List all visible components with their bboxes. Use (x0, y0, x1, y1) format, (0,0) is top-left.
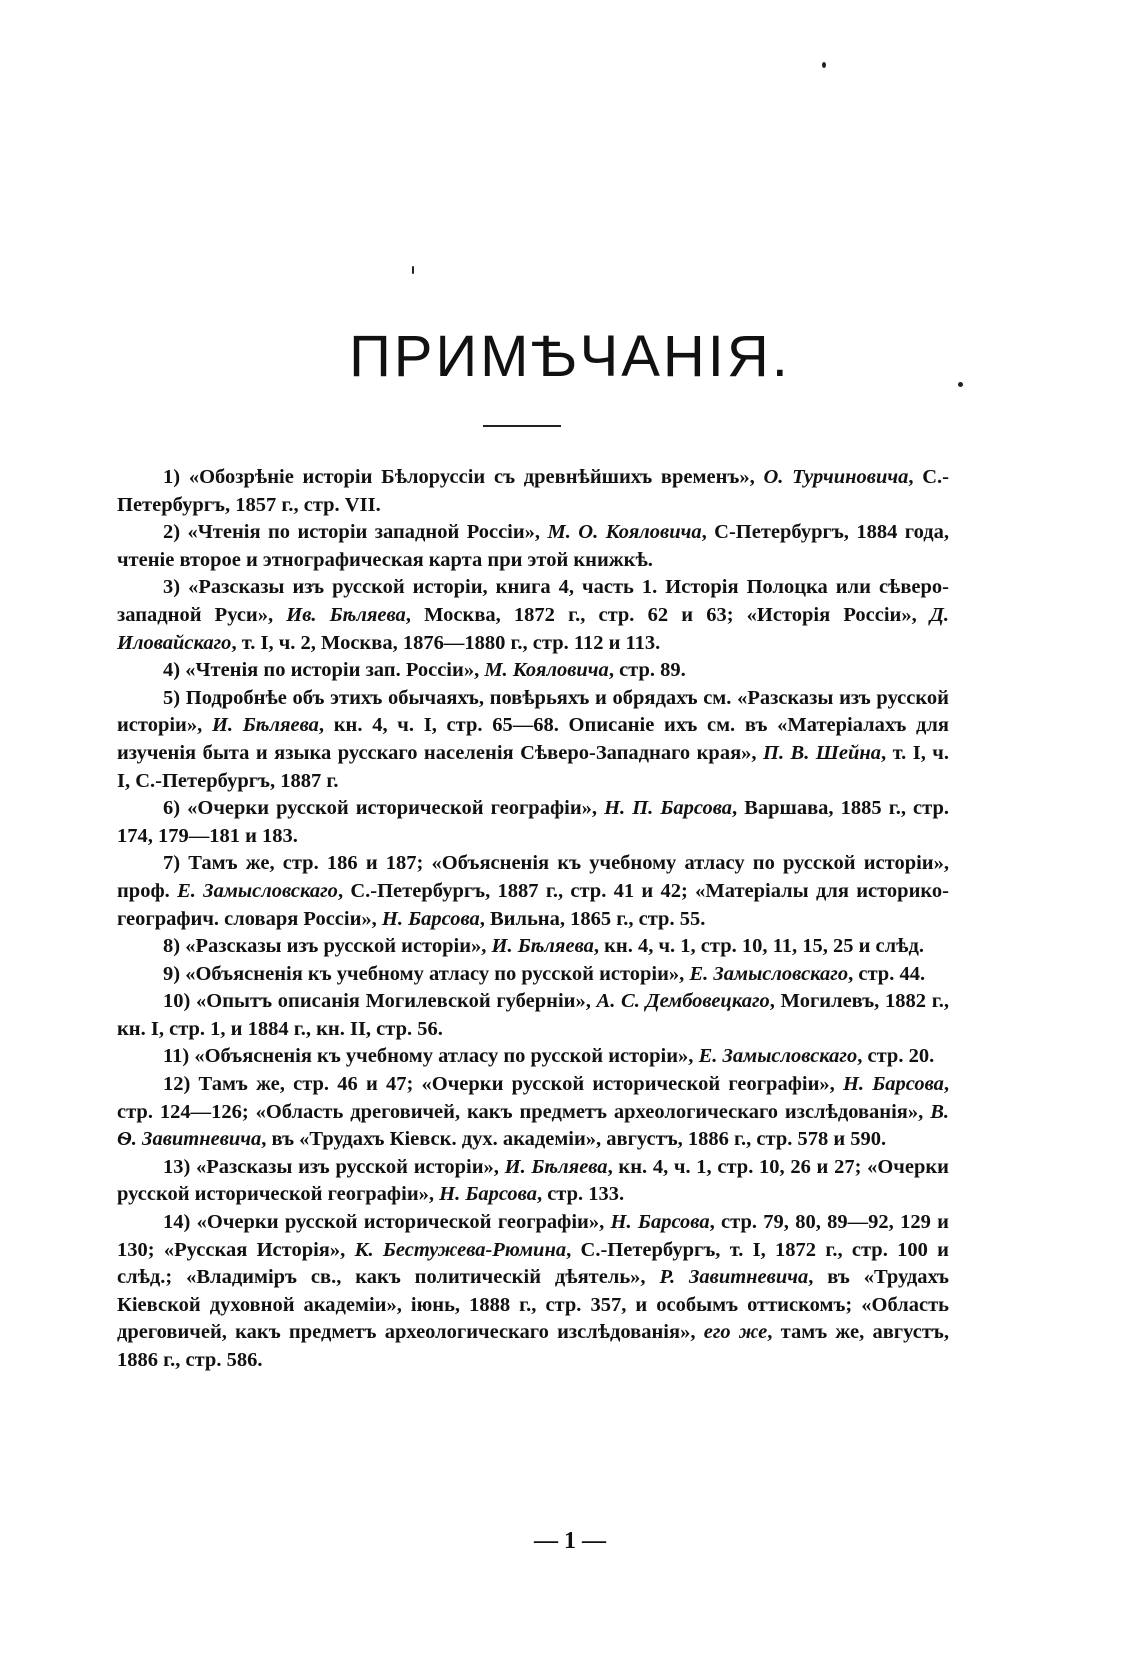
note-text: , С-Петербургъ, 1884 года, чтеніе второе и этнографическая карта при этой книжкѣ. (117, 521, 949, 571)
note-text: , Москва, 1872 г., стр. 62 и 63; «Исторія Россіи», (405, 603, 930, 626)
note-text: «Очерки русской исторической географіи», (180, 797, 605, 820)
note-text: Подробнѣе объ этихъ обычаяхъ, повѣрьяхъ и обрядахъ см. «Разсказы изъ русской исторіи», (117, 686, 949, 737)
note-author: И. Бѣляева (211, 714, 319, 737)
page-number: — 1 — (534, 1528, 606, 1554)
note-author: Н. Барсова (842, 1073, 944, 1096)
note-number: 10) (163, 990, 191, 1013)
note-item (117, 795, 949, 850)
note-author: Н. Барсова (610, 1211, 710, 1234)
note-text: , т. I, ч. I, С.-Петербургъ, 1887 г. (117, 741, 949, 792)
note-text: , въ «Трудахъ Кіевск. дух. академіи», августъ, 1886 г., стр. 578 и 590. (261, 1128, 887, 1151)
note-text: , стр. 133. (536, 1183, 625, 1206)
note-text: , Варшава, 1885 г., стр. 174, 179—181 и 183. (117, 797, 949, 847)
note-author: Н. П. Барсова (604, 797, 733, 820)
note-number: 4) (163, 659, 181, 682)
note-author: Е. Замысловскаго (698, 1045, 858, 1068)
note-number: 3) (163, 576, 181, 599)
note-item (117, 850, 949, 933)
note-author: Р. Завитневича (659, 1266, 809, 1289)
note-text: «Чтенія по исторіи зап. Россіи», (180, 659, 485, 682)
note-item (117, 988, 949, 1043)
note-author: А. С. Дембовецкаго (596, 990, 770, 1013)
note-author: Н. Барсова (439, 1183, 537, 1206)
note-text: «Разсказы изъ русской исторіи», (180, 935, 492, 958)
note-text: «Обозрѣніе исторіи Бѣлоруссіи съ древнѣйшихъ временъ», (180, 466, 764, 488)
note-number: 5) (163, 686, 181, 709)
note-item (117, 464, 949, 519)
note-text: , С.-Петербургъ, 1857 г., стр. VII. (117, 466, 949, 516)
note-author: Е. Замысловскаго (177, 879, 338, 902)
note-item (117, 1071, 949, 1154)
note-text: «Чтенія по исторіи западной Россіи», (180, 521, 548, 544)
note-item (117, 657, 949, 685)
note-text: «Объясненія къ учебному атласу по русской исторіи», (180, 962, 690, 985)
note-text: , т. I, ч. 2, Москва, 1876—1880 г., стр. 112 и 113. (231, 631, 661, 654)
note-text: , Вильна, 1865 г., стр. 55. (479, 907, 706, 930)
note-text: , въ «Трудахъ Кіевской духовной академіи», іюнь, 1888 г., стр. 357, и особымъ оттискомъ; «Область дреговичей, какъ предметъ археологическаго изслѣдованія», (117, 1266, 949, 1344)
note-number: 9) (163, 962, 181, 985)
note-author: Е. Замысловскаго (689, 962, 849, 985)
note-text: , стр. 44. (848, 962, 926, 985)
note-item (117, 685, 949, 795)
note-text: Тамъ же, стр. 46 и 47; «Очерки русской исторической географіи», (190, 1073, 843, 1096)
note-author: М. О. Кояловича (547, 521, 702, 544)
note-author: Д. Иловайскаго (117, 603, 950, 654)
note-number: 2) (163, 521, 181, 544)
page-title: ПРИМѢЧАНІЯ. (349, 324, 791, 389)
note-text: , кн. 4, ч. 1, стр. 10, 26 и 27; «Очерки русской исторической географіи», (117, 1155, 949, 1206)
note-number: 13) (163, 1155, 191, 1178)
note-number: 12) (163, 1073, 191, 1096)
note-number: 11) (163, 1045, 190, 1068)
title-divider (483, 425, 561, 427)
note-author: О. Турчиновича (763, 466, 909, 488)
note-item (117, 1043, 949, 1071)
note-author: его же (703, 1321, 768, 1344)
note-text: , тамъ же, августъ, 1886 г., стр. 586. (117, 1321, 949, 1371)
note-item (117, 1209, 949, 1375)
note-text: , С.-Петербургъ, 1887 г., стр. 41 и 42; «Матеріалы для историко-географич. словаря Россіи», (117, 879, 949, 930)
note-text: , стр. 20. (857, 1045, 935, 1068)
note-text: «Объясненія къ учебному атласу по русской исторіи», (189, 1045, 699, 1068)
note-text: «Разсказы изъ русской исторіи», (190, 1155, 505, 1178)
note-text: «Разсказы изъ русской исторіи, книга 4, часть 1. Исторія Полоцка или сѣверо-западной Руси», (117, 576, 949, 626)
note-item (117, 519, 949, 574)
note-item (117, 961, 949, 989)
note-author: И. Бѣляева (504, 1155, 608, 1178)
note-item (117, 1154, 949, 1209)
note-number: 8) (163, 935, 181, 958)
note-text: , стр. 89. (608, 659, 686, 682)
note-item (117, 574, 949, 657)
note-text: , С.-Петербургъ, т. I, 1872 г., стр. 100 и слѣд.; «Владиміръ св., какъ политическій дѣятель», (117, 1238, 949, 1289)
note-author: В. Ѳ. Завитневича (117, 1100, 949, 1151)
note-number: 1) (163, 466, 181, 488)
note-text: , стр. 124—126; «Область дреговичей, какъ предметъ археологическаго изслѣдованія», (117, 1073, 950, 1123)
notes-list (117, 464, 949, 1375)
note-number: 7) (163, 852, 181, 875)
note-author: П. В. Шейна (763, 741, 882, 764)
note-author: Ив. Бѣляева (286, 603, 406, 626)
note-text: , кн. 4, ч. I, стр. 65—68. Описаніе ихъ см. въ «Матеріалахъ для изученія быта и языка русскаго населенія Сѣверо-Западнаго края», (117, 714, 949, 764)
note-author: М. Кояловича (484, 659, 609, 682)
note-number: 6) (163, 797, 181, 820)
note-text: , стр. 79, 80, 89—92, 129 и 130; «Русская Исторія», (117, 1211, 949, 1261)
note-text: , кн. 4, ч. 1, стр. 10, 11, 15, 25 и слѣд. (593, 935, 924, 958)
note-author: И. Бѣляева (491, 935, 594, 958)
note-text: «Очерки русской исторической географіи», (190, 1211, 611, 1234)
note-author: К. Бестужева-Рюмина (354, 1238, 567, 1261)
note-text: , Могилевъ, 1882 г., кн. I, стр. 1, и 1884 г., кн. II, стр. 56. (117, 990, 949, 1040)
note-text: Тамъ же, стр. 186 и 187; «Объясненія къ учебному атласу по русской исторіи», проф. (117, 852, 949, 902)
note-item (117, 933, 949, 961)
note-text: «Опытъ описанія Могилевской губерніи», (190, 990, 597, 1013)
note-number: 14) (163, 1211, 191, 1234)
note-author: Н. Барсова (381, 907, 480, 930)
